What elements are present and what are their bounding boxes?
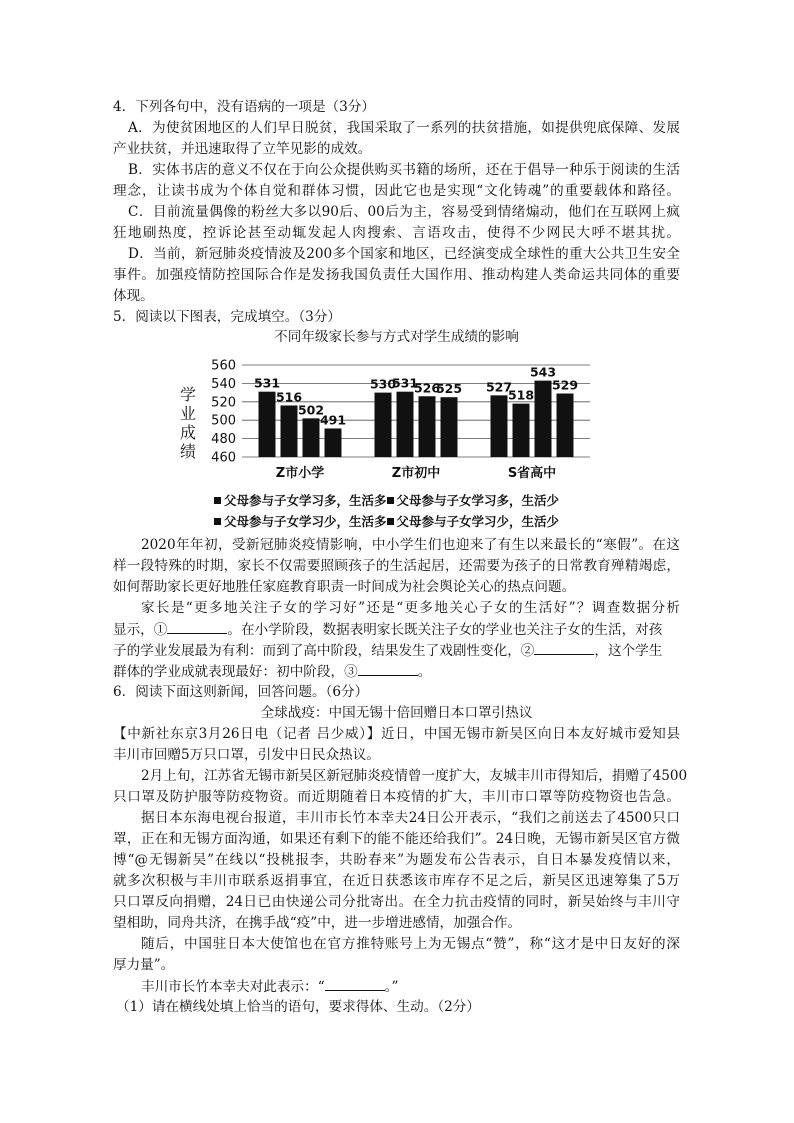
q4-option-a-line1: A．为使贫困地区的人们早日脱贫，我国采取了一系列的扶贫措施，如提供兜底保障、发展 bbox=[128, 120, 680, 136]
bar bbox=[419, 396, 436, 457]
text-segment: 群体的学业成就表现最好：初中阶段，③ bbox=[113, 664, 358, 680]
q5-para2-line3 bbox=[113, 640, 662, 661]
y-tick-labels bbox=[211, 359, 236, 466]
q5-para2-line2 bbox=[113, 619, 662, 640]
news-line-9: 只口罩反向捐赠，24日已由快递公司分批寄出。在全力抗击疫情的同时，新吴始终与丰川守 bbox=[113, 894, 680, 910]
q4-option-c-line2: 狂地刷热度，控诉论甚至动辄发起人肉搜索、言语攻击，使得不少网民大呼不堪其扰。 bbox=[113, 225, 680, 241]
news-line-4: 只口罩及防护服等防疫物资。而近期随着日本疫情的扩大，丰川市口罩等防疫物资也告急。 bbox=[113, 789, 680, 805]
news-line-8: 就多次积极与丰川市联系返捐事宜，在近日获悉该市库存不足之后，新吴区迅速筹集了5万 bbox=[113, 873, 680, 889]
category-label: Z市初中 bbox=[391, 466, 441, 481]
bar-value-label: 529 bbox=[551, 377, 579, 393]
legend-item-4 bbox=[387, 514, 560, 529]
q4-stem: 4．下列各句中，没有语病的一项是（3分） bbox=[113, 99, 375, 115]
answer-blank-1[interactable] bbox=[167, 619, 227, 634]
y-axis-label-char: 业 bbox=[179, 404, 197, 423]
y-axis-label-char: 绩 bbox=[179, 442, 197, 461]
news-line-6: 罩，正在和无锡方面沟通，如果还有剩下的能不能还给我们”。24日晚，无锡市新吴区官方微 bbox=[113, 831, 680, 847]
category-label: Z市小学 bbox=[275, 466, 325, 481]
q5-stem: 5．阅读以下图表，完成填空。（3分） bbox=[113, 309, 341, 325]
bar-value-label: 527 bbox=[485, 379, 513, 395]
legend-item-2 bbox=[387, 493, 560, 508]
category-label: S省高中 bbox=[507, 466, 557, 481]
q6-stem: 6．阅读下面这则新闻，回答问题。（6分） bbox=[113, 684, 369, 700]
news-line-11: 随后，中国驻日本大使馆也在官方推特账号上为无锡点“赞”，称“这才是中日友好的深 bbox=[141, 936, 680, 952]
bar-value-label: 531 bbox=[253, 375, 281, 391]
legend-swatch-icon bbox=[387, 497, 394, 504]
y-axis-label bbox=[180, 385, 196, 461]
q5-para2-line1: 家长是“更多地关注子女的学习好”还是“更多地关心子女的生活好”？调查数据分析 bbox=[141, 600, 680, 616]
bar bbox=[325, 428, 342, 457]
q5-para1-line1: 2020年年初，受新冠肺炎疫情影响，中小学生们也迎来了有生以来最长的“寒假”。在这 bbox=[141, 537, 680, 553]
text-segment: 。” bbox=[384, 979, 399, 995]
q5-para1-line2: 样一段特殊的时期，家长不仅需要照顾孩子的生活起居，还需要为孩子的日常教育殚精竭虑， bbox=[113, 558, 680, 574]
answer-blank-4[interactable] bbox=[325, 976, 385, 991]
bar-value-label: 516 bbox=[275, 389, 303, 405]
bar-value-label: 502 bbox=[297, 402, 325, 418]
text-segment: 丰川市长竹本幸夫对此表示：“ bbox=[141, 979, 325, 995]
bar bbox=[491, 395, 508, 457]
bar bbox=[535, 381, 552, 457]
q4-option-d-line3: 体现。 bbox=[113, 288, 154, 304]
news-line-12: 厚力量”。 bbox=[113, 957, 175, 973]
legend-item-3 bbox=[214, 514, 387, 529]
news-line-13 bbox=[141, 976, 398, 997]
q4-option-d-line1: D．当前，新冠肺炎疫情波及200多个国家和地区，已经演变成全球性的重大公共卫生安全 bbox=[128, 246, 680, 262]
bar bbox=[259, 392, 276, 457]
legend-label: 父母参与子女学习少，生活少 bbox=[396, 514, 560, 529]
q4-option-c-line1: C．目前流量偶像的粉丝大多以90后、00后为主，容易受到情绪煽动，他们在互联网上疯 bbox=[128, 204, 680, 220]
bar bbox=[441, 397, 458, 457]
category-labels bbox=[276, 465, 556, 481]
q5-para2-line4 bbox=[113, 661, 431, 682]
y-axis-label-char: 成 bbox=[179, 423, 197, 442]
y-tick-label: 460 bbox=[211, 450, 236, 466]
bar bbox=[303, 418, 320, 457]
q6-subquestion-1: （1）请在横线处填上恰当的语句，要求得体、生动。（2分） bbox=[116, 999, 480, 1015]
legend-row-2 bbox=[214, 512, 559, 532]
legend-swatch-icon bbox=[214, 497, 221, 504]
q4-option-b-line2: 理念，让读书成为个体自觉和群体习惯，因此它也是实现“文化铸魂”的重要载体和路径。 bbox=[113, 183, 680, 199]
bar-value-label: 518 bbox=[507, 387, 535, 403]
bar-value-label: 526 bbox=[413, 380, 441, 396]
text-segment: 显示，① bbox=[113, 622, 168, 638]
chart-title: 不同年级家长参与方式对学生成绩的影响 bbox=[274, 329, 519, 345]
legend-swatch-icon bbox=[214, 518, 221, 525]
bar bbox=[375, 393, 392, 457]
legend-item-1 bbox=[214, 493, 387, 508]
legend-row-1 bbox=[214, 491, 559, 511]
bar-value-label: 543 bbox=[529, 364, 557, 380]
bar bbox=[281, 405, 298, 457]
bar-value-label: 530 bbox=[369, 376, 397, 392]
text-segment: ，这个学生 bbox=[594, 643, 663, 659]
legend-label: 父母参与子女学习多，生活多 bbox=[224, 493, 387, 508]
news-line-1: 【中新社东京3月26日电（记者 吕少威）】近日，中国无锡市新吴区向日本友好城市爱知县 bbox=[113, 726, 680, 742]
y-tick-label: 560 bbox=[211, 358, 236, 374]
legend-label: 父母参与子女学习多，生活少 bbox=[396, 493, 560, 508]
y-tick-label: 520 bbox=[211, 395, 236, 411]
y-axis-label-char: 学 bbox=[179, 385, 197, 404]
news-headline: 全球战疫：中国无锡十倍回赠日本口罩引热议 bbox=[260, 705, 533, 721]
bar bbox=[397, 392, 414, 457]
q4-option-a-line2: 产业扶贫，并迅速取得了立竿见影的成效。 bbox=[113, 141, 372, 157]
q4-option-d-line2: 事件。加强疫情防控国际合作是发扬我国负责任大国作用、推动构建人类命运共同体的重要 bbox=[113, 267, 680, 283]
answer-blank-2[interactable] bbox=[534, 640, 594, 655]
text-segment: 子的学业发展最为有利：而到了高中阶段，结果发生了戏剧性变化，② bbox=[113, 643, 535, 659]
bar bbox=[513, 404, 530, 457]
y-tick-label: 540 bbox=[211, 376, 236, 392]
legend-label: 父母参与子女学习少，生活多 bbox=[224, 514, 387, 529]
bar-value-label: 531 bbox=[391, 375, 419, 391]
text-segment: 。 bbox=[417, 664, 432, 680]
y-tick-label: 480 bbox=[211, 432, 236, 448]
news-line-10: 望相助，同舟共济，在携手战“疫”中，进一步增进感情，加强合作。 bbox=[113, 915, 522, 931]
news-line-5: 据日本东海电视台报道，丰川市长竹本幸夫24日公开表示，“我们之前送去了4500只口 bbox=[141, 810, 680, 826]
y-tick-label: 500 bbox=[211, 413, 236, 429]
legend-swatch-icon bbox=[387, 518, 394, 525]
answer-blank-3[interactable] bbox=[358, 661, 418, 676]
text-segment: 。在小学阶段，数据表明家长既关注子女的学业也关注子女的生活，对孩 bbox=[227, 622, 663, 638]
news-line-7: 博“@无锡新吴”在线以“投桃报李，共盼春来”为题发布公告表示，自日本暴发疫情以来， bbox=[113, 852, 680, 868]
bar-value-label: 491 bbox=[319, 412, 347, 428]
bar-value-label: 525 bbox=[435, 381, 463, 397]
bar bbox=[557, 394, 574, 457]
q5-para1-line3: 如何帮助家长更好地胜任家庭教育职责一时间成为社会舆论关心的热点问题。 bbox=[113, 579, 576, 595]
q4-option-b-line1: B．实体书店的意义不仅在于向公众提供购买书籍的场所，还在于倡导一种乐于阅读的生活 bbox=[128, 162, 680, 178]
news-line-3: 2月上旬，江苏省无锡市新吴区新冠肺炎疫情曾一度扩大，友城丰川市得知后，捐赠了4500 bbox=[141, 768, 688, 784]
news-line-2: 丰川市回赠5万只口罩，引发中日民众热议。 bbox=[113, 747, 380, 763]
